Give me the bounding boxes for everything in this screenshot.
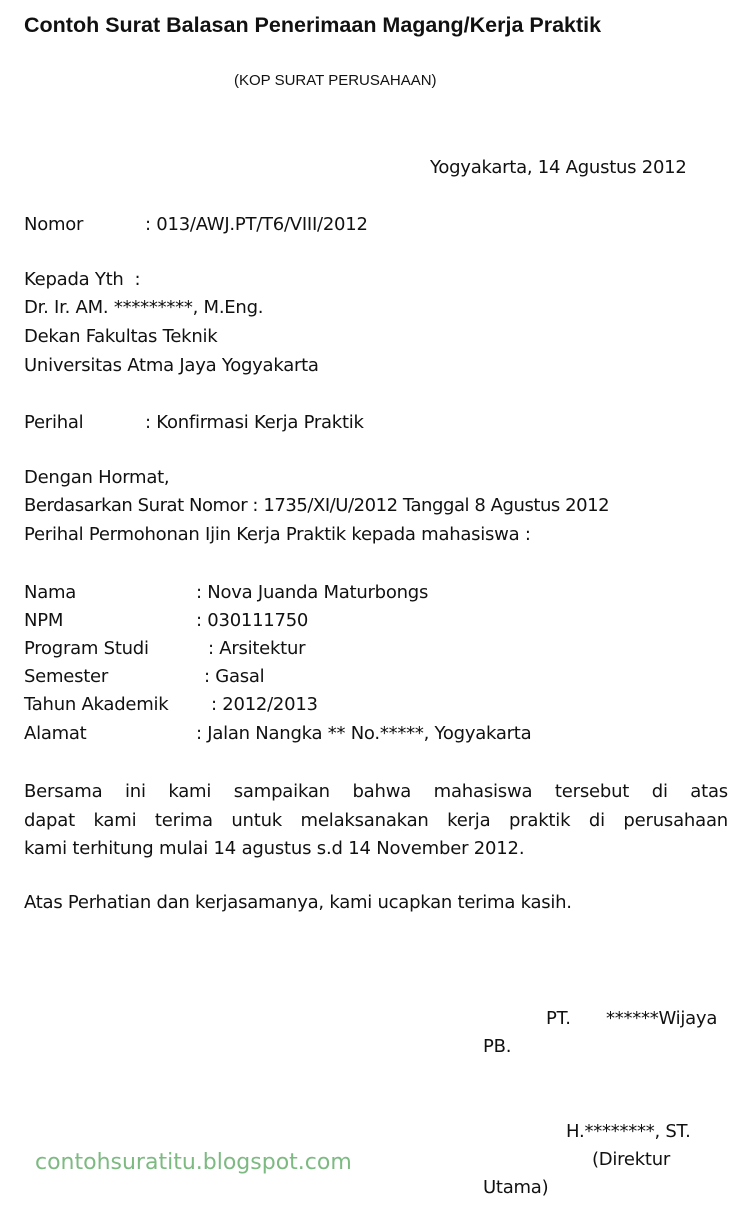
recipient-institution: Universitas Atma Jaya Yogyakarta: [24, 355, 319, 376]
recipient-name: Dr. Ir. AM. *********, M.Eng.: [24, 297, 264, 318]
body-line: kami terhitung mulai 14 agustus s.d 14 November 2012.: [24, 838, 525, 859]
closing-sentence: Atas Perhatian dan kerjasamanya, kami ucapkan terima kasih.: [24, 892, 572, 913]
student-value: : Gasal: [204, 666, 265, 687]
signature-company-prefix: PT.: [546, 1008, 571, 1029]
recipient-title: Dekan Fakultas Teknik: [24, 326, 218, 347]
signature-company-suffix: PB.: [483, 1036, 512, 1057]
subject-line: Perihal Permohonan Ijin Kerja Praktik kepada mahasiswa :: [24, 524, 531, 545]
nomor-value: : 013/AWJ.PT/T6/VIII/2012: [145, 214, 368, 235]
student-label: Tahun Akademik: [24, 694, 169, 715]
signatory-role: (Direktur: [592, 1149, 671, 1170]
reference-line: Berdasarkan Surat Nomor : 1735/XI/U/2012 Tanggal 8 Agustus 2012: [24, 495, 610, 516]
signatory-name: H.********, ST.: [566, 1121, 691, 1142]
student-label: Program Studi: [24, 638, 149, 659]
body-line: dapat kami terima untuk melaksanakan kerja praktik di perusahaan: [24, 809, 728, 831]
letterhead-placeholder: (KOP SURAT PERUSAHAAN): [234, 72, 437, 89]
blog-watermark: contohsuratitu.blogspot.com: [35, 1150, 352, 1175]
recipient-heading: Kepada Yth :: [24, 269, 141, 290]
body-line: Bersama ini kami sampaikan bahwa mahasiswa tersebut di atas: [24, 781, 728, 802]
signature-company-name: ******Wijaya: [606, 1008, 718, 1029]
greeting: Dengan Hormat,: [24, 467, 170, 488]
perihal-label: Perihal: [24, 412, 84, 433]
student-label: Nama: [24, 582, 77, 603]
letter-date: Yogyakarta, 14 Agustus 2012: [430, 157, 687, 178]
student-value: : Nova Juanda Maturbongs: [196, 582, 429, 603]
student-value: : 030111750: [196, 610, 309, 631]
student-value: : 2012/2013: [211, 694, 318, 715]
student-value: : Jalan Nangka ** No.*****, Yogyakarta: [196, 723, 532, 744]
student-label: Semester: [24, 666, 109, 687]
student-label: NPM: [24, 610, 64, 631]
student-label: Alamat: [24, 723, 87, 744]
signatory-role-cont: Utama): [483, 1177, 549, 1198]
perihal-value: : Konfirmasi Kerja Praktik: [145, 412, 364, 433]
body-paragraph: [24, 778, 728, 864]
page-title: Contoh Surat Balasan Penerimaan Magang/Kerja Praktik: [24, 13, 602, 37]
student-value: : Arsitektur: [208, 638, 306, 659]
nomor-label: Nomor: [24, 214, 84, 235]
